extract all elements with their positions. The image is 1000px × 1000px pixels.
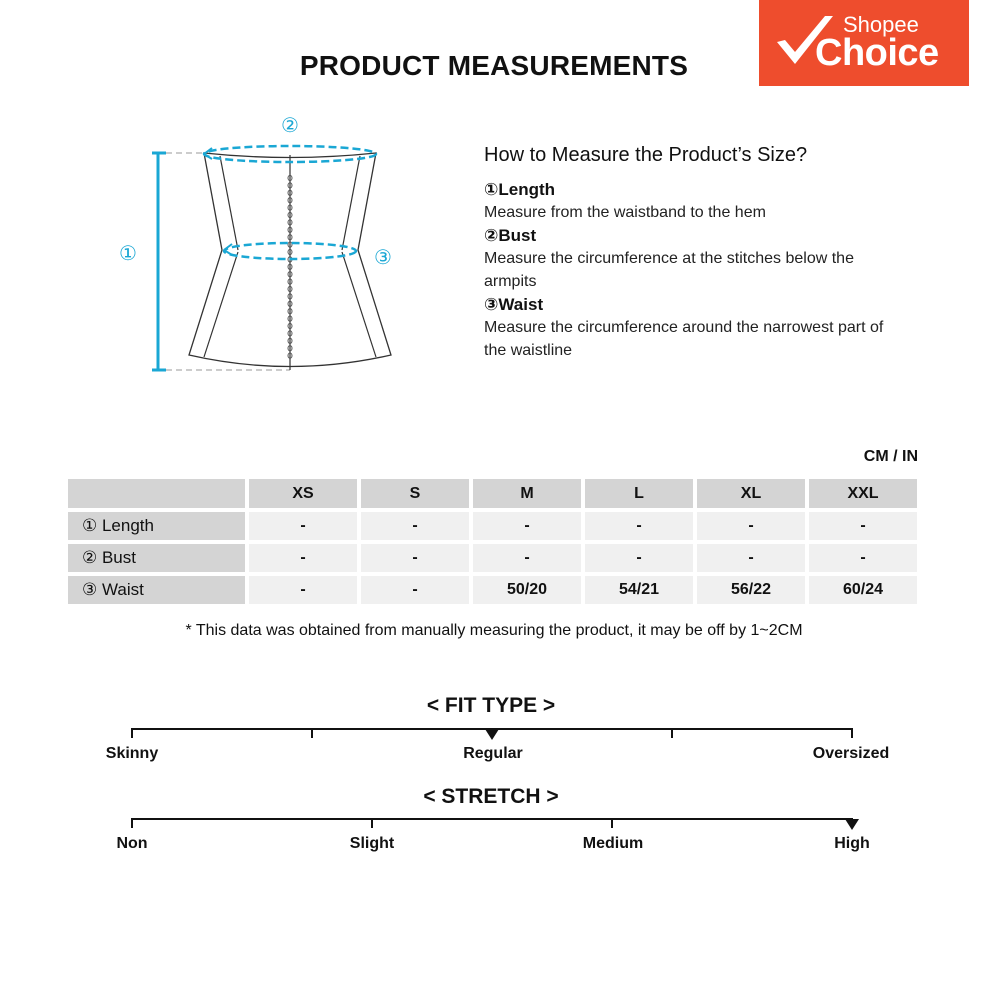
table-cell: - — [585, 544, 693, 572]
fit-type-label-oversized: Oversized — [812, 745, 890, 762]
table-cell: - — [697, 544, 805, 572]
badge-brand: Shopee — [843, 12, 919, 37]
row-label: ① Length — [68, 512, 245, 540]
fit-type-label-regular: Regular — [463, 745, 523, 762]
table-cell: 54/21 — [585, 576, 693, 604]
badge-label: Choice — [815, 32, 939, 74]
size-column-header: L — [585, 479, 693, 508]
table-cell: - — [585, 512, 693, 540]
table-cell: - — [473, 544, 581, 572]
table-cell: - — [473, 512, 581, 540]
fit-type-tick — [851, 728, 853, 738]
table-cell: - — [697, 512, 805, 540]
stretch-scale-line — [131, 818, 853, 820]
table-cell: 50/20 — [473, 576, 581, 604]
stretch-tick — [371, 818, 373, 828]
page-title: PRODUCT MEASUREMENTS — [299, 50, 689, 81]
length-marker: ① — [119, 241, 137, 265]
table-row — [68, 544, 917, 572]
how-to-title: How to Measure the Product’s Size? — [484, 144, 808, 166]
table-corner-cell — [68, 479, 245, 508]
table-cell: - — [249, 576, 357, 604]
measurement-note: * This data was obtained from manually measuring the product, it may be off by 1~2CM — [185, 622, 803, 639]
table-cell: - — [809, 544, 917, 572]
how-to-list — [484, 178, 904, 362]
row-label: ② Bust — [68, 544, 245, 572]
size-column-header: XXL — [809, 479, 917, 508]
stretch-label-slight: Slight — [349, 835, 395, 852]
stretch-tick — [131, 818, 133, 828]
table-cell: - — [249, 512, 357, 540]
stretch-marker — [845, 819, 859, 830]
units-label: CM / IN — [863, 448, 918, 465]
table-row — [68, 576, 917, 604]
stretch-label-medium: Medium — [582, 835, 644, 852]
garment-diagram — [100, 100, 420, 390]
stretch-tick — [611, 818, 613, 828]
table-cell: - — [249, 544, 357, 572]
stretch-label-non: Non — [116, 835, 148, 852]
table-cell: - — [809, 512, 917, 540]
stretch-title: < STRETCH > — [423, 785, 559, 808]
bust-description: Measure the circumference at the stitches below the armpits — [484, 250, 854, 290]
table-cell: - — [361, 544, 469, 572]
stretch-label-high: High — [834, 835, 870, 852]
table-header-row — [68, 479, 917, 508]
row-label: ③ Waist — [68, 576, 245, 604]
length-label: ①Length — [484, 180, 556, 199]
size-column-header: XL — [697, 479, 805, 508]
size-column-header: XS — [249, 479, 357, 508]
fit-type-tick — [671, 728, 673, 738]
size-table — [64, 475, 921, 608]
fit-type-label-skinny: Skinny — [105, 745, 159, 762]
bust-label: ②Bust — [484, 226, 537, 245]
fit-type-tick — [131, 728, 133, 738]
waist-description: Measure the circumference around the narrowest part of the waistline — [484, 319, 884, 359]
length-description: Measure from the waistband to the hem — [484, 204, 766, 221]
fit-type-marker — [485, 729, 499, 740]
size-column-header: S — [361, 479, 469, 508]
table-cell: 56/22 — [697, 576, 805, 604]
waist-marker: ③ — [374, 245, 392, 269]
table-cell: - — [361, 512, 469, 540]
waist-label: ③Waist — [484, 295, 544, 314]
bust-marker: ② — [281, 113, 299, 137]
size-column-header: M — [473, 479, 581, 508]
fit-type-title: < FIT TYPE > — [426, 694, 556, 717]
fit-type-tick — [311, 728, 313, 738]
table-cell: 60/24 — [809, 576, 917, 604]
table-cell: - — [361, 576, 469, 604]
table-row — [68, 512, 917, 540]
